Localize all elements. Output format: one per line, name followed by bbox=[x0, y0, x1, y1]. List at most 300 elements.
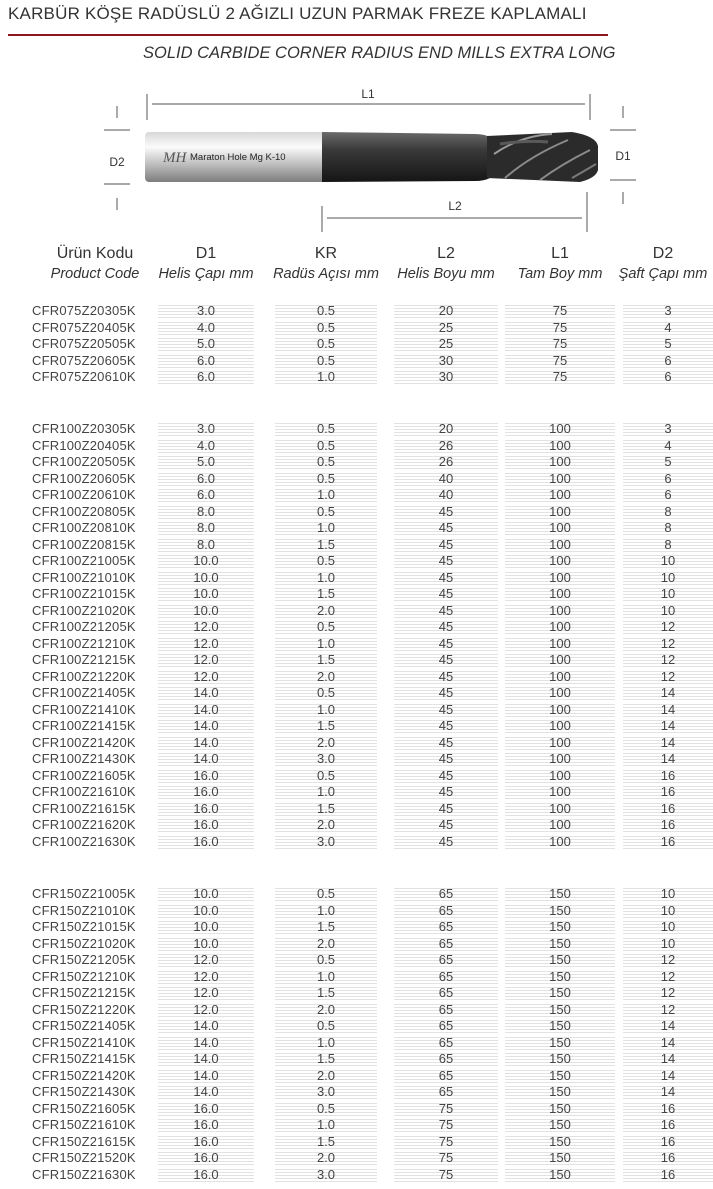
table-row bbox=[0, 303, 713, 320]
kr-value: 1.5 bbox=[275, 537, 377, 553]
kr-value: 1.0 bbox=[275, 1117, 377, 1133]
l1-value: 150 bbox=[505, 985, 615, 1001]
d2-value: 12 bbox=[623, 652, 713, 668]
d1-value: 12.0 bbox=[158, 985, 254, 1001]
l1-value: 100 bbox=[505, 454, 615, 470]
d1-value: 14.0 bbox=[158, 1018, 254, 1034]
l2-value: 40 bbox=[394, 471, 498, 487]
l2-value: 45 bbox=[394, 636, 498, 652]
table-row bbox=[0, 919, 713, 936]
d2-value: 5 bbox=[623, 336, 713, 352]
product-code: CFR075Z20405K bbox=[32, 319, 136, 335]
product-code: CFR150Z21215K bbox=[32, 985, 136, 1000]
l2-value: 45 bbox=[394, 553, 498, 569]
table-row bbox=[0, 438, 713, 455]
product-code: CFR100Z21430K bbox=[32, 751, 136, 766]
l2-value: 65 bbox=[394, 1002, 498, 1018]
d1-value: 3.0 bbox=[158, 421, 254, 437]
d1-value: 16.0 bbox=[158, 768, 254, 784]
product-code: CFR100Z21630K bbox=[32, 833, 136, 849]
d1-value: 16.0 bbox=[158, 1134, 254, 1150]
kr-value: 1.0 bbox=[275, 1035, 377, 1051]
kr-value: 1.0 bbox=[275, 784, 377, 800]
l1-value: 75 bbox=[505, 303, 615, 319]
l1-value: 150 bbox=[505, 1035, 615, 1051]
d2-value: 10 bbox=[623, 603, 713, 619]
l2-value: 45 bbox=[394, 817, 498, 833]
d2-value: 10 bbox=[623, 553, 713, 569]
l1-value: 150 bbox=[505, 1018, 615, 1034]
shank-marking: Maraton Hole Mg K-10 bbox=[190, 152, 286, 163]
l1-value: 150 bbox=[505, 1068, 615, 1084]
kr-value: 1.5 bbox=[275, 718, 377, 734]
kr-value: 2.0 bbox=[275, 936, 377, 952]
l1-value: 100 bbox=[505, 603, 615, 619]
product-code: CFR150Z21615K bbox=[32, 1133, 136, 1149]
d2-label: D2 bbox=[109, 155, 125, 169]
product-code: CFR100Z21420K bbox=[32, 734, 136, 750]
d1-value: 10.0 bbox=[158, 603, 254, 619]
d2-value: 12 bbox=[623, 1002, 713, 1018]
header-d1-en: Helis Çapı mm bbox=[158, 266, 254, 282]
l1-value: 150 bbox=[505, 919, 615, 935]
d2-value: 12 bbox=[623, 669, 713, 685]
l2-value: 45 bbox=[394, 520, 498, 536]
product-code: CFR100Z21205K bbox=[32, 619, 136, 634]
kr-value: 0.5 bbox=[275, 886, 377, 902]
title-turkish: KARBÜR KÖŞE RADÜSLÜ 2 AĞIZLI UZUN PARMAK FREZE KAPLAMALI bbox=[8, 4, 587, 23]
d1-value: 12.0 bbox=[158, 652, 254, 668]
product-code: CFR100Z21605K bbox=[32, 767, 136, 783]
header-kr-tr: KR bbox=[314, 245, 338, 262]
table-row bbox=[0, 320, 713, 337]
l2-value: 45 bbox=[394, 685, 498, 701]
d2-value: 3 bbox=[623, 421, 713, 437]
d1-value: 14.0 bbox=[158, 685, 254, 701]
product-code: CFR100Z20805K bbox=[32, 503, 136, 519]
product-code: CFR150Z21420K bbox=[32, 1067, 136, 1083]
l2-value: 45 bbox=[394, 718, 498, 734]
d1-value: 10.0 bbox=[158, 886, 254, 902]
l2-value: 45 bbox=[394, 586, 498, 602]
d1-value: 3.0 bbox=[158, 303, 254, 319]
l1-value: 150 bbox=[505, 903, 615, 919]
kr-value: 0.5 bbox=[275, 353, 377, 369]
d1-value: 8.0 bbox=[158, 520, 254, 536]
product-code: CFR150Z21610K bbox=[32, 1117, 136, 1132]
d1-value: 14.0 bbox=[158, 1084, 254, 1100]
l1-value: 100 bbox=[505, 504, 615, 520]
table-row bbox=[0, 886, 713, 903]
kr-value: 1.5 bbox=[275, 919, 377, 935]
product-code: CFR100Z20810K bbox=[32, 520, 136, 535]
d1-value: 4.0 bbox=[158, 438, 254, 454]
l1-value: 100 bbox=[505, 817, 615, 833]
kr-value: 1.0 bbox=[275, 487, 377, 503]
title-english: SOLID CARBIDE CORNER RADIUS END MILLS EXTRA LONG bbox=[143, 44, 616, 62]
l1-value: 75 bbox=[505, 353, 615, 369]
l2-value: 25 bbox=[394, 320, 498, 336]
product-code: CFR100Z20505K bbox=[32, 454, 136, 469]
l1-value: 100 bbox=[505, 685, 615, 701]
table-row bbox=[0, 718, 713, 735]
table-row bbox=[0, 784, 713, 801]
d2-value: 8 bbox=[623, 520, 713, 536]
product-code: CFR150Z21205K bbox=[32, 952, 136, 967]
header-product-code-en: Product Code bbox=[50, 266, 140, 282]
kr-value: 1.0 bbox=[275, 520, 377, 536]
d2-value: 16 bbox=[623, 1150, 713, 1166]
product-code: CFR150Z21405K bbox=[32, 1018, 136, 1033]
l1-value: 150 bbox=[505, 969, 615, 985]
l1-value: 100 bbox=[505, 438, 615, 454]
table-row bbox=[0, 421, 713, 438]
l1-value: 100 bbox=[505, 768, 615, 784]
table-row bbox=[0, 336, 713, 353]
l2-value: 75 bbox=[394, 1101, 498, 1117]
product-code: CFR100Z21415K bbox=[32, 718, 136, 733]
d1-value: 12.0 bbox=[158, 619, 254, 635]
l2-value: 45 bbox=[394, 537, 498, 553]
table-row bbox=[0, 603, 713, 620]
d1-value: 16.0 bbox=[158, 834, 254, 850]
table-row bbox=[0, 1167, 713, 1184]
l1-value: 150 bbox=[505, 1101, 615, 1117]
table-row bbox=[0, 669, 713, 686]
brand-logo: MH bbox=[163, 150, 187, 166]
d2-value: 10 bbox=[623, 919, 713, 935]
d1-value: 6.0 bbox=[158, 471, 254, 487]
d1-value: 6.0 bbox=[158, 487, 254, 503]
d2-value: 14 bbox=[623, 702, 713, 718]
header-l1-en: Tam Boy mm bbox=[517, 266, 603, 282]
l2-value: 45 bbox=[394, 652, 498, 668]
product-code: CFR100Z21620K bbox=[32, 817, 136, 832]
table-row bbox=[0, 1035, 713, 1052]
l1-value: 100 bbox=[505, 553, 615, 569]
header-product-code-tr: Ürün Kodu bbox=[56, 245, 134, 262]
l2-value: 65 bbox=[394, 886, 498, 902]
d1-value: 10.0 bbox=[158, 936, 254, 952]
product-code: CFR100Z20405K bbox=[32, 437, 136, 453]
kr-value: 3.0 bbox=[275, 751, 377, 767]
kr-value: 1.5 bbox=[275, 586, 377, 602]
l2-value: 45 bbox=[394, 619, 498, 635]
kr-value: 1.0 bbox=[275, 702, 377, 718]
d2-value: 10 bbox=[623, 570, 713, 586]
l2-value: 65 bbox=[394, 936, 498, 952]
d1-value: 6.0 bbox=[158, 353, 254, 369]
l1-value: 100 bbox=[505, 636, 615, 652]
kr-value: 0.5 bbox=[275, 336, 377, 352]
l1-value: 150 bbox=[505, 886, 615, 902]
l1-value: 100 bbox=[505, 669, 615, 685]
kr-value: 0.5 bbox=[275, 1101, 377, 1117]
table-row bbox=[0, 952, 713, 969]
d1-value: 16.0 bbox=[158, 817, 254, 833]
l1-value: 100 bbox=[505, 421, 615, 437]
l2-value: 26 bbox=[394, 438, 498, 454]
l2-value: 20 bbox=[394, 421, 498, 437]
d2-value: 8 bbox=[623, 537, 713, 553]
l1-value: 150 bbox=[505, 1167, 615, 1183]
kr-value: 1.5 bbox=[275, 1051, 377, 1067]
kr-value: 1.0 bbox=[275, 636, 377, 652]
d2-value: 16 bbox=[623, 1167, 713, 1183]
table-row bbox=[0, 751, 713, 768]
l1-value: 100 bbox=[505, 619, 615, 635]
kr-value: 0.5 bbox=[275, 504, 377, 520]
l2-value: 65 bbox=[394, 1051, 498, 1067]
product-code: CFR100Z20305K bbox=[32, 421, 136, 436]
d1-value: 12.0 bbox=[158, 952, 254, 968]
d1-value: 14.0 bbox=[158, 702, 254, 718]
product-code: CFR150Z21210K bbox=[32, 968, 136, 984]
kr-value: 0.5 bbox=[275, 553, 377, 569]
d2-value: 6 bbox=[623, 471, 713, 487]
l2-value: 30 bbox=[394, 369, 498, 385]
l2-value: 45 bbox=[394, 669, 498, 685]
kr-value: 2.0 bbox=[275, 1002, 377, 1018]
table-row bbox=[0, 685, 713, 702]
table-row bbox=[0, 1002, 713, 1019]
d1-value: 14.0 bbox=[158, 718, 254, 734]
table-row bbox=[0, 1084, 713, 1101]
l1-value: 100 bbox=[505, 586, 615, 602]
table-row bbox=[0, 903, 713, 920]
table-row bbox=[0, 969, 713, 986]
table-row bbox=[0, 985, 713, 1002]
kr-value: 3.0 bbox=[275, 834, 377, 850]
d2-value: 16 bbox=[623, 834, 713, 850]
header-l2-tr: L2 bbox=[437, 245, 455, 262]
l2-value: 45 bbox=[394, 702, 498, 718]
l1-value: 100 bbox=[505, 735, 615, 751]
table-row bbox=[0, 537, 713, 554]
product-code: CFR075Z20605K bbox=[32, 352, 136, 368]
d2-value: 6 bbox=[623, 369, 713, 385]
d1-label: D1 bbox=[615, 149, 631, 163]
d1-value: 10.0 bbox=[158, 919, 254, 935]
product-code: CFR100Z20815K bbox=[32, 536, 136, 552]
d1-value: 6.0 bbox=[158, 369, 254, 385]
product-code: CFR100Z20610K bbox=[32, 487, 136, 502]
l2-value: 65 bbox=[394, 1018, 498, 1034]
l1-value: 100 bbox=[505, 834, 615, 850]
d2-value: 4 bbox=[623, 320, 713, 336]
kr-value: 0.5 bbox=[275, 619, 377, 635]
l1-value: 75 bbox=[505, 369, 615, 385]
table-row bbox=[0, 586, 713, 603]
d1-value: 12.0 bbox=[158, 969, 254, 985]
table-row bbox=[0, 652, 713, 669]
d1-value: 12.0 bbox=[158, 636, 254, 652]
l2-value: 65 bbox=[394, 1084, 498, 1100]
l1-value: 100 bbox=[505, 570, 615, 586]
l1-value: 100 bbox=[505, 801, 615, 817]
kr-value: 0.5 bbox=[275, 303, 377, 319]
l2-value: 40 bbox=[394, 487, 498, 503]
product-code: CFR100Z21410K bbox=[32, 701, 136, 717]
d2-value: 12 bbox=[623, 636, 713, 652]
l2-value: 30 bbox=[394, 353, 498, 369]
d2-value: 14 bbox=[623, 685, 713, 701]
l1-value: 100 bbox=[505, 487, 615, 503]
kr-value: 1.0 bbox=[275, 903, 377, 919]
kr-value: 1.5 bbox=[275, 1134, 377, 1150]
product-code: CFR150Z21220K bbox=[32, 1001, 136, 1017]
l2-value: 45 bbox=[394, 834, 498, 850]
table-row bbox=[0, 1150, 713, 1167]
l2-value: 65 bbox=[394, 903, 498, 919]
header-kr-en: Radüs Açısı mm bbox=[273, 266, 379, 282]
header-d2-tr: D2 bbox=[652, 245, 674, 262]
kr-value: 2.0 bbox=[275, 669, 377, 685]
l2-value: 65 bbox=[394, 952, 498, 968]
table-row bbox=[0, 520, 713, 537]
table-row bbox=[0, 487, 713, 504]
d2-value: 14 bbox=[623, 1068, 713, 1084]
product-code: CFR150Z21415K bbox=[32, 1051, 136, 1066]
l1-value: 100 bbox=[505, 784, 615, 800]
table-row bbox=[0, 369, 713, 386]
kr-value: 0.5 bbox=[275, 438, 377, 454]
d2-value: 6 bbox=[623, 353, 713, 369]
product-code: CFR100Z21015K bbox=[32, 586, 136, 601]
kr-value: 1.0 bbox=[275, 570, 377, 586]
d1-value: 16.0 bbox=[158, 784, 254, 800]
l2-value: 45 bbox=[394, 570, 498, 586]
product-code: CFR100Z21615K bbox=[32, 800, 136, 816]
l2-value: 45 bbox=[394, 801, 498, 817]
l1-value: 150 bbox=[505, 952, 615, 968]
kr-value: 3.0 bbox=[275, 1167, 377, 1183]
kr-value: 1.5 bbox=[275, 652, 377, 668]
table-row bbox=[0, 801, 713, 818]
l2-label: L2 bbox=[448, 199, 462, 213]
product-code: CFR150Z21410K bbox=[32, 1034, 136, 1050]
product-code: CFR150Z21010K bbox=[32, 902, 136, 918]
table-row bbox=[0, 1051, 713, 1068]
table-row bbox=[0, 471, 713, 488]
product-code: CFR100Z20605K bbox=[32, 470, 136, 486]
l1-value: 100 bbox=[505, 751, 615, 767]
d2-value: 10 bbox=[623, 936, 713, 952]
kr-value: 1.0 bbox=[275, 369, 377, 385]
l2-value: 75 bbox=[394, 1150, 498, 1166]
table-row bbox=[0, 1101, 713, 1118]
table-row bbox=[0, 1134, 713, 1151]
d2-value: 16 bbox=[623, 768, 713, 784]
product-code: CFR150Z21015K bbox=[32, 919, 136, 934]
d1-value: 16.0 bbox=[158, 1167, 254, 1183]
l2-value: 45 bbox=[394, 784, 498, 800]
l2-value: 75 bbox=[394, 1134, 498, 1150]
d1-value: 14.0 bbox=[158, 735, 254, 751]
d2-value: 14 bbox=[623, 1084, 713, 1100]
d2-value: 10 bbox=[623, 586, 713, 602]
d2-value: 16 bbox=[623, 1134, 713, 1150]
d1-value: 4.0 bbox=[158, 320, 254, 336]
d2-value: 5 bbox=[623, 454, 713, 470]
l1-label: L1 bbox=[361, 87, 375, 101]
product-code: CFR100Z21010K bbox=[32, 569, 136, 585]
d1-value: 14.0 bbox=[158, 751, 254, 767]
product-code: CFR100Z21220K bbox=[32, 668, 136, 684]
d1-value: 5.0 bbox=[158, 336, 254, 352]
d1-value: 10.0 bbox=[158, 570, 254, 586]
table-row bbox=[0, 454, 713, 471]
l1-value: 75 bbox=[505, 320, 615, 336]
kr-value: 0.5 bbox=[275, 685, 377, 701]
l1-value: 150 bbox=[505, 1051, 615, 1067]
product-code: CFR150Z21630K bbox=[32, 1166, 136, 1182]
header-d2-en: Şaft Çapı mm bbox=[618, 266, 708, 282]
l1-value: 75 bbox=[505, 336, 615, 352]
l1-value: 150 bbox=[505, 1002, 615, 1018]
d2-value: 16 bbox=[623, 784, 713, 800]
l2-value: 75 bbox=[394, 1167, 498, 1183]
kr-value: 2.0 bbox=[275, 1068, 377, 1084]
d2-value: 16 bbox=[623, 801, 713, 817]
product-code: CFR150Z21520K bbox=[32, 1150, 136, 1165]
table-row bbox=[0, 636, 713, 653]
d1-value: 10.0 bbox=[158, 586, 254, 602]
l2-value: 65 bbox=[394, 1068, 498, 1084]
kr-value: 0.5 bbox=[275, 421, 377, 437]
d1-value: 12.0 bbox=[158, 1002, 254, 1018]
product-code: CFR100Z21610K bbox=[32, 784, 136, 799]
l1-value: 100 bbox=[505, 652, 615, 668]
kr-value: 0.5 bbox=[275, 952, 377, 968]
kr-value: 3.0 bbox=[275, 1084, 377, 1100]
header-l2-en: Helis Boyu mm bbox=[397, 266, 495, 282]
d2-value: 4 bbox=[623, 438, 713, 454]
kr-value: 2.0 bbox=[275, 735, 377, 751]
d2-value: 14 bbox=[623, 1035, 713, 1051]
product-code: CFR150Z21005K bbox=[32, 886, 136, 901]
table-row bbox=[0, 735, 713, 752]
l1-value: 100 bbox=[505, 537, 615, 553]
table-row bbox=[0, 504, 713, 521]
d1-value: 16.0 bbox=[158, 1101, 254, 1117]
d1-value: 8.0 bbox=[158, 537, 254, 553]
d1-value: 16.0 bbox=[158, 1117, 254, 1133]
product-code: CFR100Z21210K bbox=[32, 635, 136, 651]
kr-value: 0.5 bbox=[275, 768, 377, 784]
d2-value: 10 bbox=[623, 903, 713, 919]
l1-value: 150 bbox=[505, 936, 615, 952]
kr-value: 2.0 bbox=[275, 603, 377, 619]
l2-value: 26 bbox=[394, 454, 498, 470]
product-code: CFR075Z20505K bbox=[32, 336, 136, 351]
d1-value: 14.0 bbox=[158, 1035, 254, 1051]
table-row bbox=[0, 1068, 713, 1085]
d2-value: 16 bbox=[623, 1101, 713, 1117]
table-row bbox=[0, 936, 713, 953]
l1-value: 100 bbox=[505, 471, 615, 487]
kr-value: 0.5 bbox=[275, 320, 377, 336]
l1-value: 100 bbox=[505, 520, 615, 536]
kr-value: 2.0 bbox=[275, 817, 377, 833]
l2-value: 65 bbox=[394, 969, 498, 985]
table-row bbox=[0, 619, 713, 636]
d1-value: 8.0 bbox=[158, 504, 254, 520]
d2-value: 14 bbox=[623, 735, 713, 751]
d2-value: 6 bbox=[623, 487, 713, 503]
kr-value: 1.5 bbox=[275, 985, 377, 1001]
l2-value: 65 bbox=[394, 985, 498, 1001]
